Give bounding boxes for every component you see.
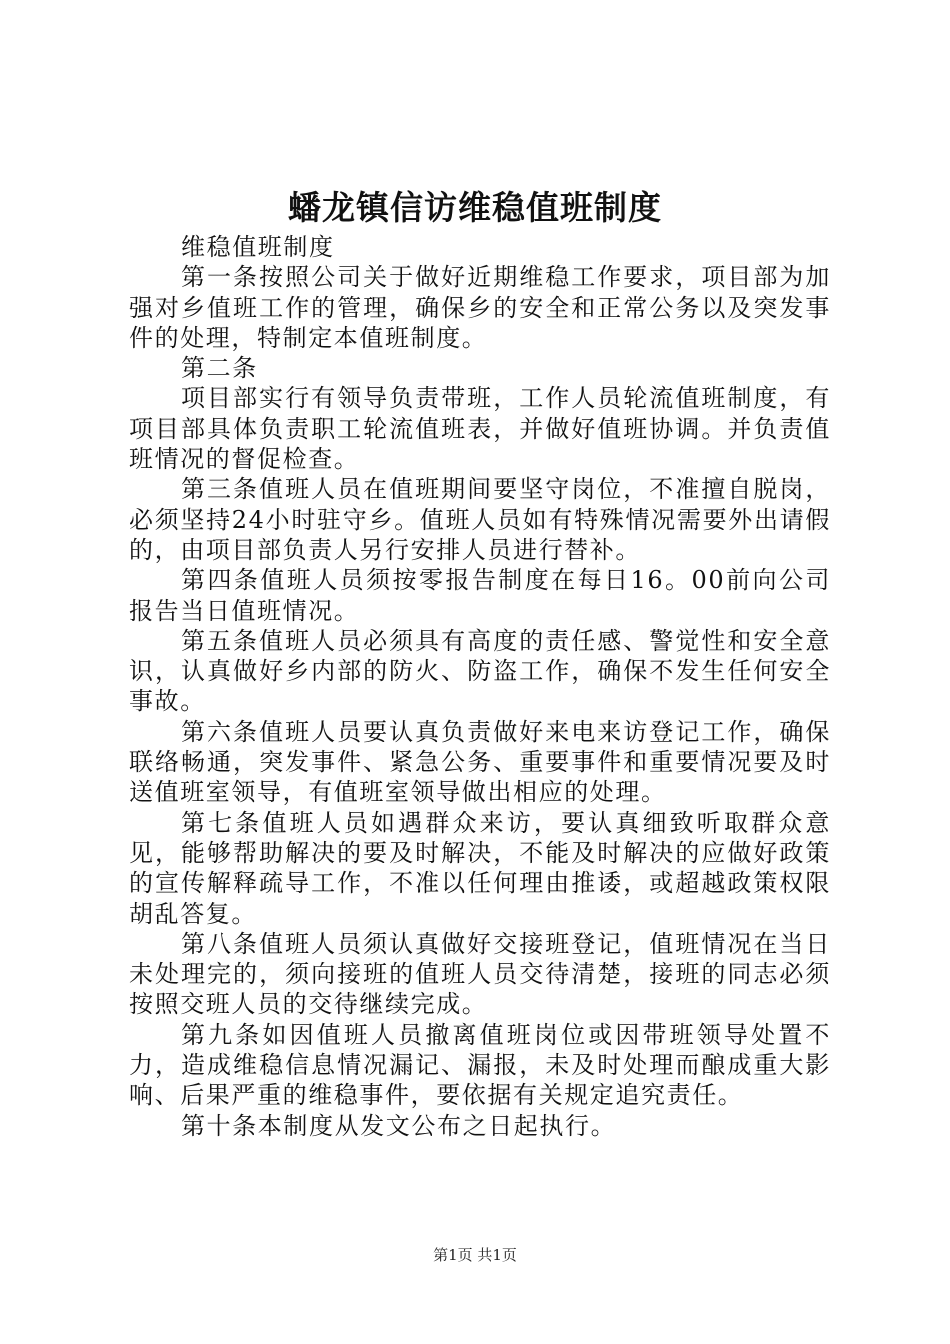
paragraph-article-7: 第七条值班人员如遇群众来访，要认真细致听取群众意见，能够帮助解决的要及时解决，不能及时解决的应做好政策的宣传解释疏导工作，不准以任何理由推诿，或超越政策权限胡乱答复。	[129, 808, 831, 928]
paragraph-article-2-heading: 第二条	[181, 354, 258, 383]
paragraph-article-5: 第五条值班人员必须具有高度的责任感、警觉性和安全意识，认真做好乡内部的防火、防盗工作，确保不发生任何安全事故。	[129, 626, 831, 716]
paragraph-article-6: 第六条值班人员要认真负责做好来电来访登记工作，确保联络畅通，突发事件、紧急公务、重要事件和重要情况要及时送值班室领导，有值班室领导做出相应的处理。	[129, 717, 831, 807]
paragraph-article-9: 第九条如因值班人员撤离值班岗位或因带班领导处置不力，造成维稳信息情况漏记、漏报，未及时处理而酿成重大影响、后果严重的维稳事件，要依据有关规定追究责任。	[129, 1020, 831, 1110]
paragraph-article-3: 第三条值班人员在值班期间要坚守岗位，不准擅自脱岗，必须坚持24小时驻守乡。值班人员如有特殊情况需要外出请假的，由项目部负责人另行安排人员进行替补。	[129, 475, 831, 564]
paragraph-article-10: 第十条本制度从发文公布之日起执行。	[181, 1111, 617, 1140]
paragraph-article-4: 第四条值班人员须按零报告制度在每日16。00前向公司报告当日值班情况。	[129, 566, 831, 625]
paragraph-article-1: 第一条按照公司关于做好近期维稳工作要求，项目部为加强对乡值班工作的管理，确保乡的安全和正常公务以及突发事件的处理，特制定本值班制度。	[129, 263, 831, 352]
document-title: 蟠龙镇信访维稳值班制度	[288, 188, 662, 227]
paragraph-article-2: 项目部实行有领导负责带班，工作人员轮流值班制度，有项目部具体负责职工轮流值班表，并做好值班协调。并负责值班情况的督促检查。	[129, 384, 831, 474]
paragraph-article-8: 第八条值班人员须认真做好交接班登记，值班情况在当日未处理完的，须向接班的值班人员交待清楚，接班的同志必须按照交班人员的交待继续完成。	[129, 929, 831, 1019]
document-body	[129, 232, 831, 1141]
paragraph-subtitle: 维稳值班制度	[181, 233, 335, 261]
page-footer: 第1页 共1页	[433, 1246, 517, 1264]
